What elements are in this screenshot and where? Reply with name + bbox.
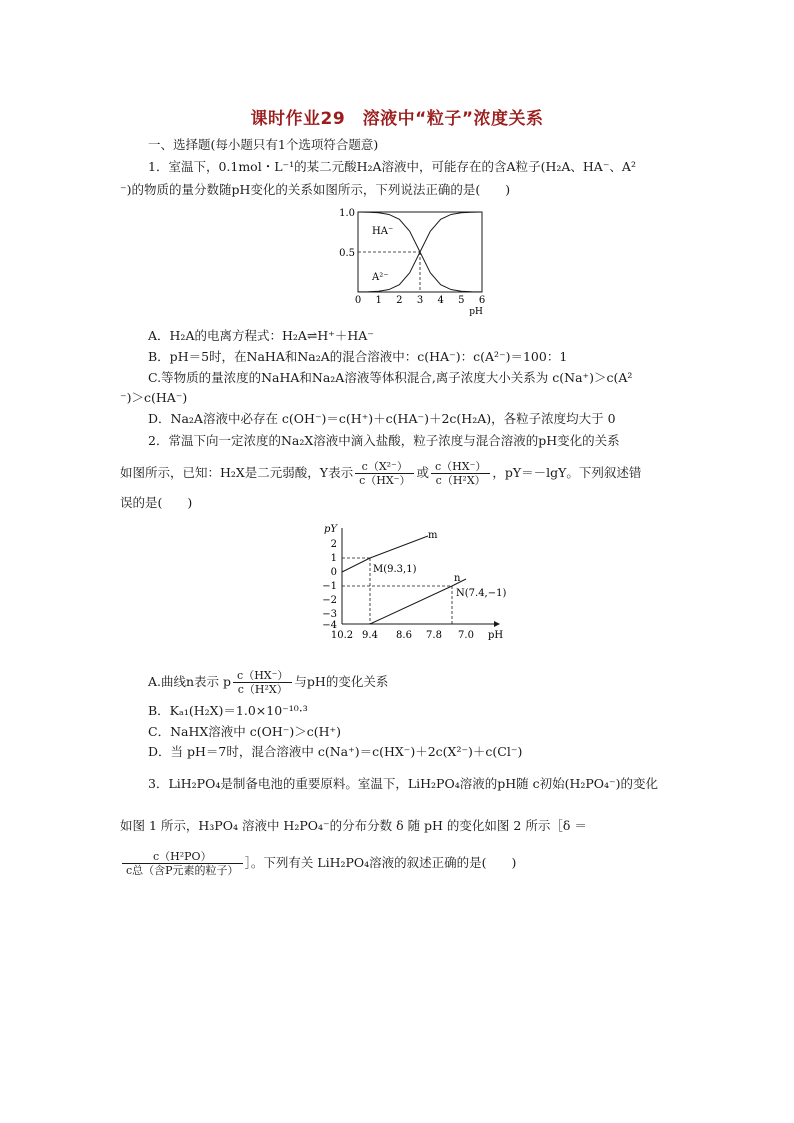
q2-stem-line3: 误的是( ) (120, 495, 193, 510)
q1-option-a: A．H₂A的电离方程式：H₂A⇌H⁺＋HA⁻ (148, 328, 374, 343)
q2-stem-line2 (120, 453, 680, 493)
q2-line-m-label: m (428, 530, 438, 541)
q1-x-axis-name: pH (469, 307, 483, 317)
q3-stem-line3 (120, 843, 680, 883)
q1-option-c-cont: ⁻)＞c(HA⁻) (120, 390, 188, 405)
q2-frac1-numerator: c（X²⁻） (355, 460, 414, 474)
q2-stem-line1: 2．常温下向一定浓度的Na₂X溶液中滴入盐酸，粒子浓度与混合溶液的pH变化的关系 (148, 433, 620, 448)
q2-x-label-78: 7.8 (426, 630, 442, 641)
q2-chart (318, 522, 508, 644)
q2-option-a-fraction (233, 669, 292, 696)
q2-x-label-86: 8.6 (396, 630, 412, 641)
q2-point-n-label: N(7.4,−1) (456, 588, 507, 599)
q2-y-label-m3: −3 (322, 609, 337, 620)
q1-option-b: B．pH＝5时，在NaHA和Na₂A的混合溶液中：c(HA⁻)：c(A²⁻)＝100：1 (148, 349, 568, 364)
q2-frac2-numerator: c（HX⁻） (431, 460, 490, 474)
q2-y-label-0: 0 (330, 567, 337, 578)
q1-chart (330, 202, 500, 317)
q2-y-label-2: 2 (330, 539, 337, 550)
q3-stem-line1: 3．LiH₂PO₄是制备电池的重要原料。室温下，LiH₂PO₄溶液的pH随 c初始(H₂PO₄⁻)的变化 (148, 776, 659, 791)
q2-fraction-1 (355, 460, 414, 487)
q1-stem-line1: 1．室温下，0.1mol・L⁻¹的某二元酸H₂A溶液中，可能存在的含A粒子(H₂A、HA⁻、A² (148, 159, 636, 174)
q2-frac2-denominator: c（H²X） (435, 474, 486, 487)
q2-opta-numerator: c（HX⁻） (233, 669, 292, 683)
q2-x-arrow (494, 621, 500, 627)
q2-stem-text-c: ，pY＝－lgY。下列叙述错 (492, 465, 642, 480)
q2-x-label-102: 10.2 (330, 630, 354, 641)
q2-x-label-70: 7.0 (458, 630, 474, 641)
q1-option-c: C.等物质的量浓度的NaHA和Na₂A溶液等体积混合,离子浓度大小关系为 c(Na⁺)＞c(A² (148, 370, 633, 385)
q2-option-a-text-b: 与pH的变化关系 (294, 674, 389, 689)
page-title: 课时作业29 溶液中“粒子”浓度关系 (250, 109, 544, 129)
q2-y-label-1: 1 (330, 553, 337, 564)
q1-y-label-1: 1.0 (339, 208, 355, 219)
q2-fraction-2 (431, 460, 490, 487)
q2-stem-text-b: 或 (416, 465, 429, 480)
q2-stem-text-a: 如图所示，已知：H₂X是二元弱酸，Y表示 (120, 465, 354, 480)
q3-frac-denominator: c总（含P元素的粒子） (126, 864, 239, 877)
q2-x-label-94: 9.4 (362, 630, 378, 641)
section-heading: 一、选择题(每小题只有1个选项符合题意) (148, 137, 379, 152)
q1-x-label-5: 5 (458, 295, 465, 306)
q1-x-label-4: 4 (437, 295, 444, 306)
q2-line-n-label: n (454, 573, 461, 584)
q2-point-m-label: M(9.3,1) (373, 564, 417, 575)
q2-frac1-denominator: c（HX⁻） (359, 474, 411, 487)
q2-y-axis-name: pY (324, 524, 338, 535)
q2-option-a (148, 662, 708, 702)
q1-option-d: D．Na₂A溶液中必存在 c(OH⁻)＝c(H⁺)＋c(HA⁻)＋2c(H₂A)，各粒子浓度均大于 0 (148, 411, 616, 426)
q2-option-d: D．当 pH＝7时，混合溶液中 c(Na⁺)＝c(HX⁻)＋2c(X²⁻)＋c(Cl⁻) (148, 744, 523, 759)
q2-y-label-m1: −1 (322, 581, 337, 592)
q2-x-axis-name: pH (488, 630, 504, 641)
q1-stem-line2: ⁻)的物质的量分数随pH变化的关系如图所示，下列说法正确的是( ) (120, 182, 511, 197)
q2-option-a-text: A.曲线n表示 p (148, 674, 232, 689)
q1-x-label-3: 3 (416, 295, 424, 306)
q1-x-label-1: 1 (375, 295, 382, 306)
q2-y-label-m2: −2 (322, 595, 337, 606)
q1-y-label-05: 0.5 (339, 248, 355, 259)
q1-x-label-2: 2 (396, 295, 403, 306)
q3-stem-text: ］。下列有关 LiH₂PO₄溶液的叙述正确的是( ) (244, 855, 517, 870)
q2-option-c: C．NaHX溶液中 c(OH⁻)＞c(H⁺) (148, 724, 341, 739)
q1-label-ha: HA⁻ (372, 226, 394, 237)
q2-opta-denominator: c（H²X） (237, 683, 288, 696)
q1-x-label-0: 0 (354, 295, 362, 306)
q3-stem-line2: 如图 1 所示，H₃PO₄ 溶液中 H₂PO₄⁻的分布分数 δ 随 pH 的变化如图 2 所示［δ ＝ (120, 818, 587, 833)
q2-option-b: B．Kₐ₁(H₂X)＝1.0×10⁻¹⁰·³ (148, 703, 308, 718)
q3-frac-numerator: c（H²PO） (122, 850, 243, 864)
q1-label-a2: A²⁻ (372, 272, 389, 283)
q1-x-label-6: 6 (478, 295, 486, 306)
q3-fraction (122, 850, 243, 877)
q2-y-label-m4: −4 (322, 620, 337, 631)
